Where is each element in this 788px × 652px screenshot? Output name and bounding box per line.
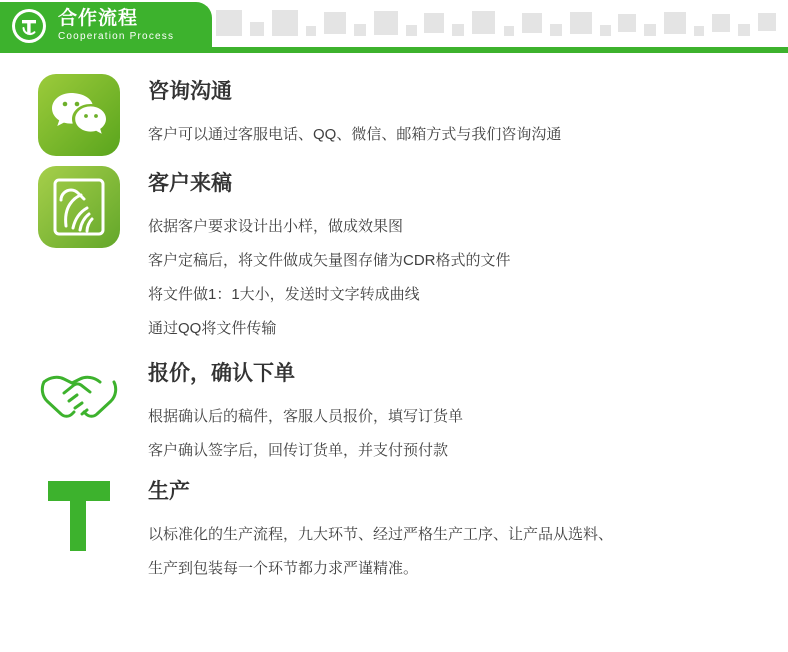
cooperation-steps-list	[0, 60, 788, 586]
step-item-quotation-order	[0, 356, 788, 468]
company-logo-icon	[12, 9, 46, 43]
header-tab-title: 合作流程	[58, 8, 139, 29]
step-title: 生产	[148, 480, 190, 503]
step-title: 咨询沟通	[148, 80, 232, 103]
step-item-customer-draft	[0, 166, 788, 346]
step-body	[148, 356, 788, 468]
step-item-production	[0, 474, 788, 586]
step-line: 以标准化的生产流程，九大环节、经过严格生产工序、让产品从选料、	[148, 526, 614, 543]
handshake-icon	[38, 356, 120, 438]
step-line: 通过QQ将文件传输	[148, 320, 277, 337]
header-decorative-squares	[216, 8, 776, 48]
page-header	[0, 0, 788, 60]
step-line: 客户可以通过客服电话、QQ、微信、邮箱方式与我们咨询沟通	[148, 126, 562, 143]
header-tab-subtitle: Cooperation Process	[58, 31, 175, 42]
hand-draft-icon	[38, 166, 120, 248]
step-body	[148, 474, 788, 586]
step-line: 客户定稿后，将文件做成矢量图存储为CDR格式的文件	[148, 252, 511, 269]
step-line: 将文件做1：1大小，发送时文字转成曲线	[148, 286, 420, 303]
step-line: 生产到包装每一个环节都力求严谨精准。	[148, 560, 419, 577]
step-line: 根据确认后的稿件，客服人员报价，填写订货单	[148, 408, 464, 425]
hammer-icon	[38, 474, 120, 556]
header-tab	[0, 2, 212, 49]
step-line: 依据客户要求设计出小样，做成效果图	[148, 218, 404, 235]
step-body	[148, 74, 788, 152]
step-title: 报价，确认下单	[148, 362, 295, 385]
step-body	[148, 166, 788, 346]
step-title: 客户来稿	[148, 172, 232, 195]
step-item-consultation	[0, 74, 788, 156]
step-line: 客户确认签字后，回传订货单，并支付预付款	[148, 442, 449, 459]
wechat-icon	[38, 74, 120, 156]
